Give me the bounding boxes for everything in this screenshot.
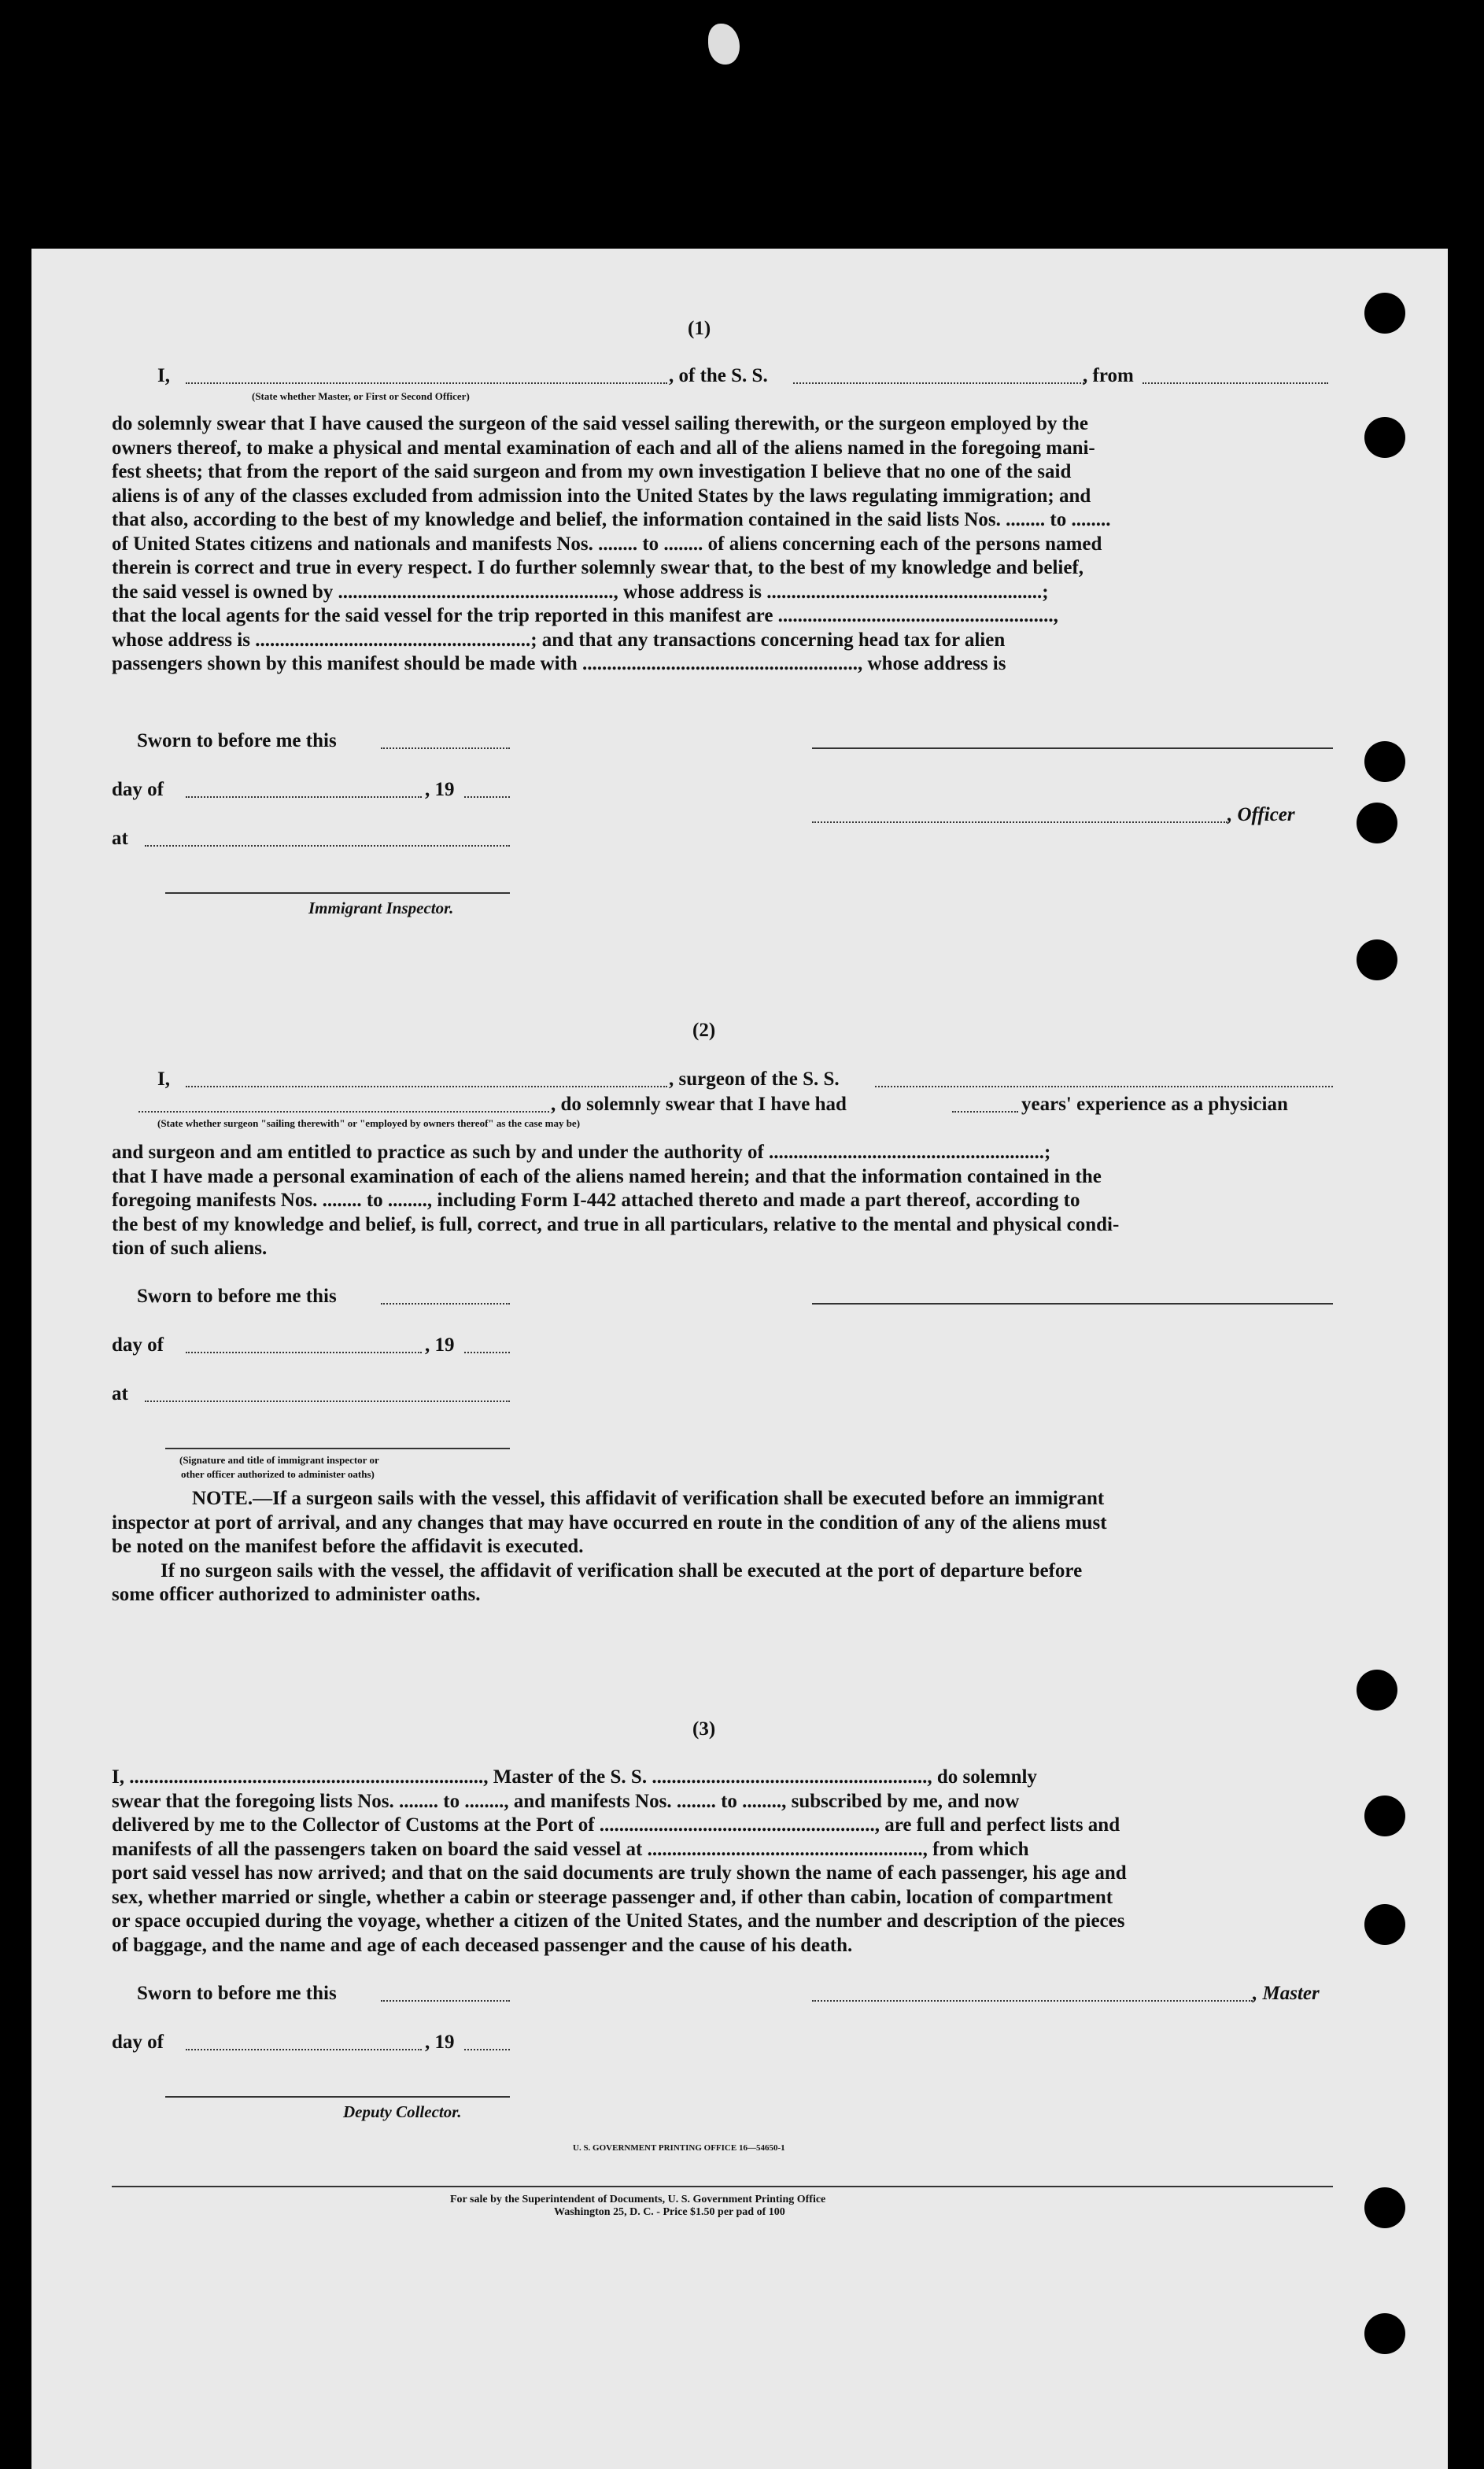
sworn-date-field [381,747,510,749]
punch-hole [1357,1670,1397,1711]
section-number: (1) [688,318,711,339]
oath-line: aliens is of any of the classes excluded from admission into the United States by the laws regulating immigration; and [112,485,1091,507]
master-signature-line [812,2000,1253,2002]
surgeon-of-label: , surgeon of the S. S. [669,1068,840,1090]
oath-line: of baggage, and the name and age of each deceased passenger and the cause of his death. [112,1934,853,1956]
oath-line: or space occupied during the voyage, whether a citizen of the United States, and the number and description of the pieces [112,1910,1125,1932]
affiant-prefix: I, [157,365,170,386]
surgeon-name-field [186,1086,667,1087]
swear-label: , do solemnly swear that I have had [551,1094,847,1115]
punch-hole [1364,417,1405,458]
year-label: , 19 [425,2032,455,2053]
note-line: inspector at port of arrival, and any changes that may have occurred en route in the condition of any of the aliens must [112,1511,1107,1533]
oath-line: owners thereof, to make a physical and mental examination of each and all of the aliens named in the foregoing mani- [112,437,1095,459]
sale-price: Washington 25, D. C. - Price $1.50 per pad of 100 [554,2206,785,2218]
oath-line: tion of such aliens. [112,1238,268,1259]
oath-line: delivered by me to the Collector of Customs at the Port of ........................................................, are full and perfect lists and [112,1814,1120,1836]
at-label: at [112,1383,128,1404]
inspector-signature-line [165,1448,510,1449]
oath-line: manifests of all the passengers taken on board the said vessel at ........................................................, from which [112,1838,1029,1860]
footer-rule [112,2186,1333,2187]
signature-line [812,747,1333,749]
punch-hole [1364,741,1405,782]
note-line: NOTE.—If a surgeon sails with the vessel, this affidavit of verification shall be executed before an immigrant [192,1488,1105,1509]
collector-signature-line [165,2096,510,2098]
section-number: (2) [692,1020,716,1041]
month-field [186,2049,422,2050]
surgeon-vessel-field [875,1086,1333,1087]
punch-hole [1364,2313,1405,2354]
year-field [464,796,510,798]
oath-line: that I have made a personal examination of each of the aliens named herein; and that the information contained in the [112,1165,1102,1187]
oath-line: that also, according to the best of my knowledge and belief, the information contained in the said lists Nos. ........ to ........ [112,509,1111,530]
oath-line: fest sheets; that from the report of the said surgeon and from my own investigation I believe that no one of the said [112,461,1072,482]
punch-hole [1364,2187,1405,2228]
officer-signature-line [812,821,1227,823]
note-line: If no surgeon sails with the vessel, the affidavit of verification shall be executed at the port of departure before [161,1559,1083,1581]
sworn-date-field [381,1303,510,1305]
punch-hole [1357,939,1397,980]
oath-line: foregoing manifests Nos. ........ to ........, including Form I-442 attached thereto and made a part thereof, according to [112,1190,1080,1211]
oath-line: and surgeon and am entitled to practice as such by and under the authority of ........................................................; [112,1142,1051,1163]
of-ss-label: , of the S. S. [669,365,768,386]
oath-line: swear that the foregoing lists Nos. ........ to ........, and manifests Nos. ........ to ........, subscribed by me, and now [112,1790,1020,1812]
oath-line: sex, whether married or single, whether a cabin or steerage passenger and, if other than cabin, location of compartment [112,1886,1113,1908]
oath-line: of United States citizens and nationals and manifests Nos. ........ to ........ of aliens concerning each of the persons named [112,533,1102,555]
day-of-label: day of [112,1334,164,1356]
section-number: (3) [692,1718,716,1740]
from-label: , from [1083,365,1134,386]
oath-line: whose address is ........................................................; and that any transactions concerning head tax for alien [112,629,1006,651]
year-label: , 19 [425,779,455,800]
punch-hole [1364,1904,1405,1945]
origin-port-field [1143,382,1328,384]
signature-hint: (Signature and title of immigrant inspector or [179,1454,379,1466]
month-field [186,796,422,798]
oath-line: passengers shown by this manifest should be made with ........................................................, whose address is [112,653,1006,674]
at-label: at [112,828,128,849]
years-label: years' experience as a physician [1021,1094,1288,1115]
manifest-affidavit-page [31,249,1448,2469]
oath-line: port said vessel has now arrived; and that on the said documents are truly shown the name of each passenger, his age and [112,1862,1127,1884]
oath-line: the said vessel is owned by ........................................................, whose address is ........................................................; [112,581,1049,603]
oath-line: therein is correct and true in every respect. I do further solemnly swear that, to the best of my knowledge and belief, [112,557,1084,578]
sale-notice: For sale by the Superintendent of Documents, U. S. Government Printing Office [450,2194,826,2205]
vessel-name-field [793,382,1084,384]
sworn-label: Sworn to before me this [137,730,337,751]
day-of-label: day of [112,779,164,800]
sworn-date-field [381,2000,510,2002]
inspector-label: Immigrant Inspector. [308,899,454,917]
year-field [464,2049,510,2050]
at-place-field [145,1401,510,1402]
gpo-imprint: U. S. GOVERNMENT PRINTING OFFICE 16—54650-1 [573,2143,785,2153]
officer-label: , Officer [1227,804,1295,825]
year-field [464,1352,510,1353]
month-field [186,1352,422,1353]
deputy-collector-label: Deputy Collector. [343,2102,462,2121]
surgeon-note [112,1487,1336,1607]
year-label: , 19 [425,1334,455,1356]
master-oath-text [112,412,1336,677]
sworn-label: Sworn to before me this [137,1983,337,2004]
officer-rank-field [186,382,667,384]
oath-line: do solemnly swear that I have caused the surgeon of the said vessel sailing therewith, or the surgeon employed by the [112,413,1088,434]
field-hint: (State whether surgeon "sailing therewith" or "employed by owners thereof" as the case may be) [157,1117,581,1129]
years-field [952,1111,1018,1113]
field-hint: (State whether Master, or First or Second Officer) [252,390,470,402]
master-label: , Master [1253,1983,1320,2004]
punch-hole [1364,293,1405,334]
signature-hint: other officer authorized to administer oaths) [181,1468,375,1480]
note-line: be noted on the manifest before the affidavit is executed. [112,1536,584,1557]
surgeon-oath-text [112,1141,1336,1261]
punch-hole [1357,803,1397,843]
inspector-signature-line [165,892,510,894]
oath-line: I, ........................................................................, Master of the S. S. ........................................................, do solemnly [112,1766,1037,1788]
surgeon-signature-line [812,1303,1333,1305]
customs-oath-text [112,1766,1336,1958]
surgeon-prefix: I, [157,1068,170,1090]
film-speck [708,24,740,65]
sworn-label: Sworn to before me this [137,1286,337,1307]
oath-line: the best of my knowledge and belief, is full, correct, and true in all particulars, relative to the mental and physical condi- [112,1213,1120,1235]
at-place-field [145,845,510,847]
oath-line: that the local agents for the said vessel for the trip reported in this manifest are ........................................................, [112,605,1058,626]
surgeon-type-field [138,1111,549,1113]
day-of-label: day of [112,2032,164,2053]
punch-hole [1364,1795,1405,1836]
note-line: some officer authorized to administer oaths. [112,1584,481,1605]
